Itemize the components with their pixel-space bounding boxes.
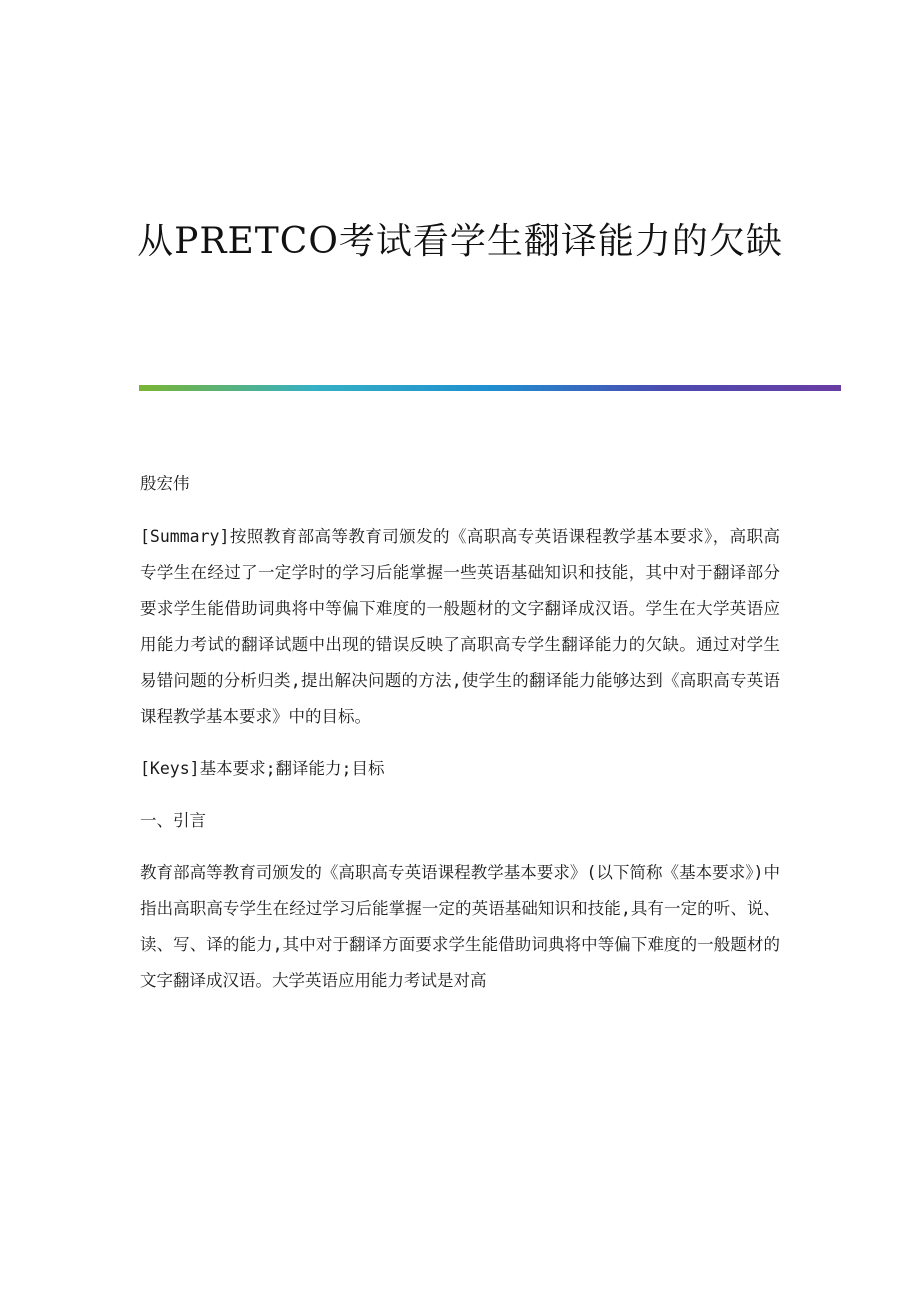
summary-paragraph: [Summary]按照教育部高等教育司颁发的《高职高专英语课程教学基本要求》，高职高专学生在经过了一定学时的学习后能掌握一些英语基础知识和技能，其中对于翻译部分要求学生能借助词典将中等偏下难度的一般题材的文字翻译成汉语。学生在大学英语应用能力考试的翻译试题中出现的错误反映了高职高专学生翻译能力的欠缺。通过对学生易错问题的分析归类,提出解决问题的方法,使学生的翻译能力能够达到《高职高专英语课程教学基本要求》中的目标。 [140,527,780,726]
section-heading: 一、引言 [140,811,206,830]
document-body [140,466,780,1015]
keywords-line: [Keys]基本要求;翻译能力;目标 [140,759,385,778]
author-name: 殷宏伟 [140,474,190,493]
body-paragraph: 教育部高等教育司颁发的《高职高专英语课程教学基本要求》(以下简称《基本要求》)中指出高职高专学生在经过学习后能掌握一定的英语基础知识和技能,具有一定的听、说、读、写、译的能力,其中对于翻译方面要求学生能借助词典将中等偏下难度的一般题材的文字翻译成汉语。大学英语应用能力考试是对高 [140,863,780,990]
title-divider [139,385,841,391]
document-title: 从PRETCO考试看学生翻译能力的欠缺 [137,221,783,262]
